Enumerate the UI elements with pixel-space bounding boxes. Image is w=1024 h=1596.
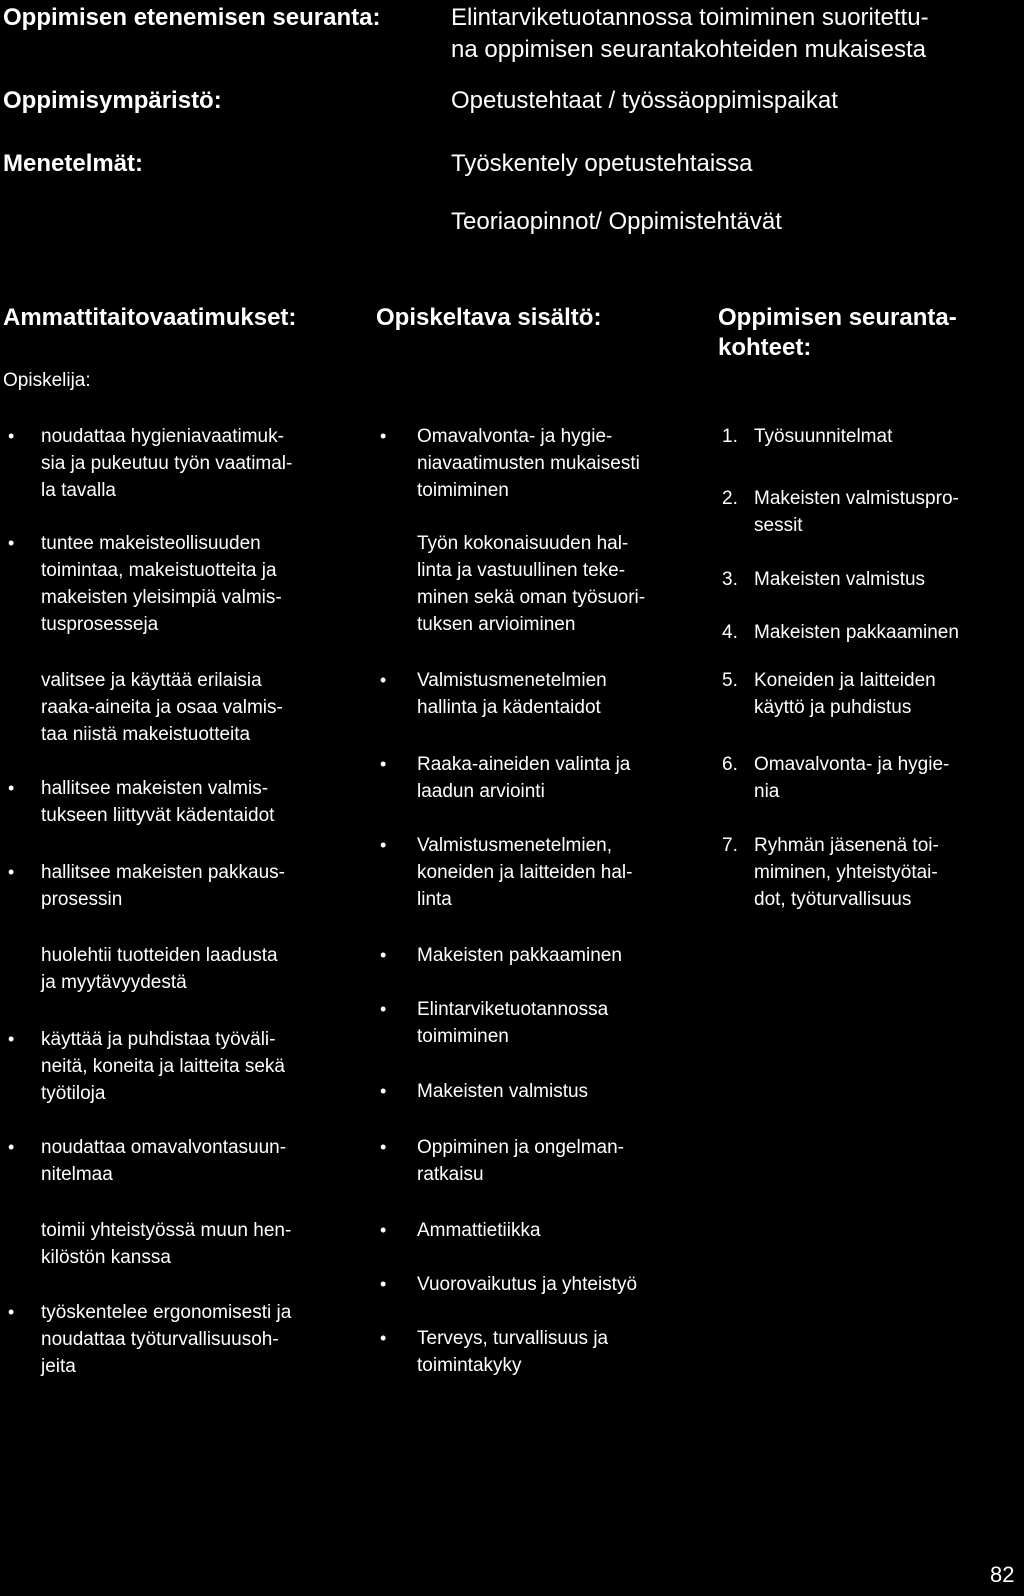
bullet-icon: •	[380, 999, 387, 1019]
col2-item-1-line-1: Omavalvonta- ja hygie-	[417, 426, 613, 447]
col3-item-5-number: 5.	[722, 670, 738, 691]
col1-item-9-line-2: kilöstön kanssa	[41, 1247, 171, 1268]
col1-item-3-line-3: taa niistä makeistuotteita	[41, 724, 251, 745]
bullet-icon: •	[8, 778, 15, 798]
col1-item-10-line-1: työskentelee ergonomisesti ja	[41, 1302, 292, 1323]
col2-item-2-line-2: linta ja vastuullinen teke-	[417, 560, 626, 581]
col1-item-4-line-2: tukseen liittyvät kädentaidot	[41, 805, 275, 826]
col3-item-1-line-1: Työsuunnitelmat	[754, 426, 893, 447]
col2-header: Opiskeltava sisältö:	[376, 304, 602, 331]
col2-item-9-line-1: Oppiminen ja ongelman-	[417, 1137, 625, 1158]
col2-item-3-line-2: hallinta ja kädentaidot	[417, 697, 601, 718]
col1-item-5-line-2: prosessin	[41, 889, 123, 910]
col1-intro: Opiskelija:	[3, 370, 91, 391]
col2-item-9-line-2: ratkaisu	[417, 1164, 484, 1185]
col1-item-5-line-1: hallitsee makeisten pakkaus-	[41, 862, 285, 883]
col3-item-5-line-1: Koneiden ja laitteiden	[754, 670, 936, 691]
bullet-icon: •	[380, 670, 387, 690]
col3-item-2-line-1: Makeisten valmistuspro-	[754, 488, 959, 509]
col1-item-2-line-3: makeisten yleisimpiä valmis-	[41, 587, 282, 608]
col3-item-4-number: 4.	[722, 622, 738, 643]
col2-item-2-line-4: tuksen arvioiminen	[417, 614, 576, 635]
col2-item-2-line-1: Työn kokonaisuuden hal-	[417, 533, 629, 554]
menetelmat-label: Menetelmät:	[3, 150, 144, 177]
col2-item-8-line-1: Makeisten valmistus	[417, 1081, 589, 1102]
bullet-icon: •	[8, 533, 15, 553]
col1-item-8-line-1: noudattaa omavalvontasuun-	[41, 1137, 287, 1158]
bullet-icon: •	[380, 835, 387, 855]
col2-item-2-line-3: minen sekä oman työsuori-	[417, 587, 646, 608]
col3-item-7-line-3: dot, työturvallisuus	[754, 889, 912, 910]
col1-item-1-line-2: sia ja pukeutuu työn vaatimal-	[41, 453, 293, 474]
col3-item-7-line-1: Ryhmän jäsenenä toi-	[754, 835, 939, 856]
col3-item-7-number: 7.	[722, 835, 738, 856]
seuranta-label: Oppimisen etenemisen seuranta:	[3, 4, 381, 31]
col2-item-4-line-2: laadun arviointi	[417, 781, 545, 802]
bullet-icon: •	[8, 1302, 15, 1322]
col2-item-5-line-3: linta	[417, 889, 452, 910]
bullet-icon: •	[380, 1220, 387, 1240]
col3-item-3-line-1: Makeisten valmistus	[754, 569, 926, 590]
col1-item-1-line-3: la tavalla	[41, 480, 116, 501]
col1-item-10-line-2: noudattaa työturvallisuusoh-	[41, 1329, 279, 1350]
col1-item-7-line-3: työtiloja	[41, 1083, 106, 1104]
col3-item-6-line-1: Omavalvonta- ja hygie-	[754, 754, 950, 775]
col2-item-6-line-1: Makeisten pakkaaminen	[417, 945, 622, 966]
col2-item-12-line-1: Terveys, turvallisuus ja	[417, 1328, 609, 1349]
col2-item-3-line-1: Valmistusmenetelmien	[417, 670, 607, 691]
col1-item-3-line-1: valitsee ja käyttää erilaisia	[41, 670, 262, 691]
bullet-icon: •	[8, 1029, 15, 1049]
col2-item-7-line-1: Elintarviketuotannossa	[417, 999, 609, 1020]
col1-header: Ammattitaitovaatimukset:	[3, 304, 297, 331]
col1-item-1-line-1: noudattaa hygieniavaatimuk-	[41, 426, 284, 447]
col3-item-6-line-2: nia	[754, 781, 780, 802]
col2-item-1-line-3: toimiminen	[417, 480, 509, 501]
col1-item-6-line-2: ja myytävyydestä	[41, 972, 187, 993]
col3-item-4-line-1: Makeisten pakkaaminen	[754, 622, 959, 643]
ymparisto-label: Oppimisympäristö:	[3, 87, 222, 114]
page-number: 82	[990, 1562, 1015, 1587]
bullet-icon: •	[8, 1137, 15, 1157]
col2-item-12-line-2: toimintakyky	[417, 1355, 522, 1376]
ymparisto-value: Opetustehtaat / työssäoppimispaikat	[451, 87, 838, 114]
col1-item-10-line-3: jeita	[41, 1356, 76, 1377]
bullet-icon: •	[380, 1137, 387, 1157]
bullet-icon: •	[380, 945, 387, 965]
col1-item-7-line-2: neitä, koneita ja laitteita sekä	[41, 1056, 285, 1077]
col1-item-9-line-1: toimii yhteistyössä muun hen-	[41, 1220, 292, 1241]
seuranta-value-line-1: Elintarviketuotannossa toimiminen suoritettu-	[451, 4, 929, 31]
bullet-icon: •	[380, 1328, 387, 1348]
bullet-icon: •	[8, 862, 15, 882]
col2-item-4-line-1: Raaka-aineiden valinta ja	[417, 754, 631, 775]
col1-item-3-line-2: raaka-aineita ja osaa valmis-	[41, 697, 283, 718]
col3-item-1-number: 1.	[722, 426, 738, 447]
col1-item-2-line-2: toimintaa, makeistuotteita ja	[41, 560, 277, 581]
col1-item-2-line-1: tuntee makeisteollisuuden	[41, 533, 261, 554]
col3-item-2-number: 2.	[722, 488, 738, 509]
col2-item-5-line-1: Valmistusmenetelmien,	[417, 835, 613, 856]
bullet-icon: •	[8, 426, 15, 446]
col1-item-7-line-1: käyttää ja puhdistaa työväli-	[41, 1029, 276, 1050]
col3-item-3-number: 3.	[722, 569, 738, 590]
col1-item-6-line-1: huolehtii tuotteiden laadusta	[41, 945, 278, 966]
col3-item-2-line-2: sessit	[754, 515, 803, 536]
bullet-icon: •	[380, 1274, 387, 1294]
bullet-icon: •	[380, 754, 387, 774]
col2-item-11-line-1: Vuorovaikutus ja yhteistyö	[417, 1274, 638, 1295]
col1-item-2-line-4: tusprosesseja	[41, 614, 159, 635]
bullet-icon: •	[380, 426, 387, 446]
col3-item-7-line-2: miminen, yhteistyötai-	[754, 862, 938, 883]
col1-item-4-line-1: hallitsee makeisten valmis-	[41, 778, 269, 799]
col2-item-7-line-2: toimiminen	[417, 1026, 509, 1047]
col3-item-6-number: 6.	[722, 754, 738, 775]
col2-item-1-line-2: niavaatimusten mukaisesti	[417, 453, 640, 474]
menetelmat-value-line-1: Työskentely opetustehtaissa	[451, 150, 753, 177]
bullet-icon: •	[380, 1081, 387, 1101]
seuranta-value-line-2: na oppimisen seurantakohteiden mukaisesta	[451, 36, 926, 63]
col3-header-line-2: kohteet:	[718, 334, 812, 361]
col1-item-8-line-2: nitelmaa	[41, 1164, 113, 1185]
col2-item-10-line-1: Ammattietiikka	[417, 1220, 541, 1241]
menetelmat-value-line-2: Teoriaopinnot/ Oppimistehtävät	[451, 208, 782, 235]
col3-item-5-line-2: käyttö ja puhdistus	[754, 697, 912, 718]
col3-header-line-1: Oppimisen seuranta-	[718, 304, 957, 331]
col2-item-5-line-2: koneiden ja laitteiden hal-	[417, 862, 633, 883]
